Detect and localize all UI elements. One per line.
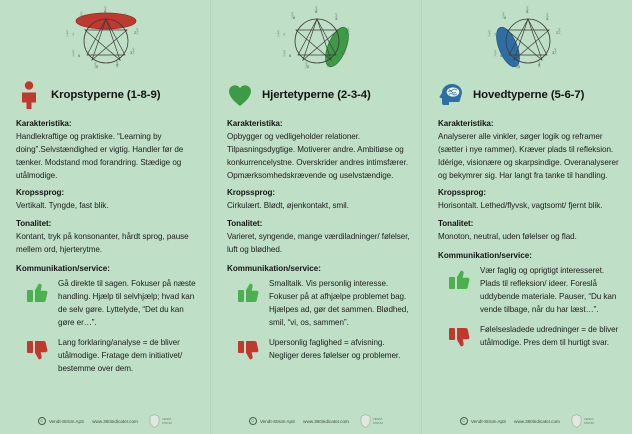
- svg-text:7: 7: [72, 32, 75, 37]
- thumbs-down-icon: [26, 339, 50, 363]
- svg-text:9: 9: [526, 9, 529, 14]
- svg-text:6: 6: [289, 53, 292, 58]
- column-body-types: [0, 0, 210, 434]
- svg-text:4: 4: [538, 62, 541, 67]
- svg-text:4: 4: [116, 62, 119, 67]
- logo-line-1: VENDT-: [583, 416, 595, 421]
- logo-line-2: STRÜM: [161, 421, 172, 425]
- do-row: [26, 277, 200, 329]
- brand-logo: [149, 414, 172, 428]
- footer-copyright: [38, 417, 84, 425]
- svg-text:8: 8: [293, 15, 296, 20]
- enneagram-svg: [480, 4, 576, 78]
- dont-row: [237, 336, 411, 363]
- svg-text:9: 9: [104, 9, 107, 14]
- footer-website[interactable]: www.360indicator.com: [514, 418, 560, 424]
- footer-website[interactable]: www.360indicator.com: [92, 418, 138, 424]
- enneagram-diagram-head: [434, 0, 622, 78]
- svg-text:7: 7: [283, 32, 286, 37]
- svg-text:1: 1: [124, 16, 127, 21]
- svg-text:8: 8: [504, 15, 507, 20]
- svg-text:9: 9: [315, 9, 318, 14]
- footer-company: Vendt-Strüm ApS: [470, 418, 507, 424]
- enneagram-diagram-heart: [223, 0, 411, 78]
- dont-row: [448, 323, 622, 350]
- section-body: Handlekraftige og praktiske. “Learning by doing”.Selvstændighed er vigtig. Handler før de tænker. Modstand mod forandring. Stædige og utålmodige.: [16, 132, 184, 181]
- copyright-icon: C: [460, 417, 468, 425]
- communication-label: Kommunikation/service:: [16, 263, 111, 273]
- heart-icon: [227, 80, 253, 110]
- do-row: [237, 277, 411, 329]
- shield-logo-icon: [149, 414, 160, 428]
- svg-text:3: 3: [130, 50, 133, 55]
- section-body: Horisontalt. Lethed/flyvsk, vagtsomt/ fjernt blik.: [438, 201, 603, 211]
- dont-text: Lang forklaring/analyse = de bliver utålmodige. Fratage dem initiativet/ bestemme over dem.: [58, 338, 183, 374]
- svg-text:5: 5: [518, 64, 521, 69]
- person-icon: [16, 80, 42, 110]
- section-label: Kropssprog:: [227, 188, 276, 198]
- section-label: Tonalitet:: [438, 218, 474, 228]
- do-row: [448, 264, 622, 316]
- section-kropssprog: [227, 188, 411, 212]
- copyright-icon: C: [38, 417, 46, 425]
- logo-line-2: STRÜM: [583, 421, 594, 425]
- brand-logo: [360, 414, 383, 428]
- thumbs-down-icon: [237, 339, 261, 363]
- do-text: Gå direkte til sagen. Fokuser på næste handling. Hjælp til selvhjælp; hvad kan de selv gøre. Lyttelyde, “Det du kan gøre er…”.: [58, 278, 196, 328]
- section-tonalitet: [16, 219, 200, 256]
- footer-body: [0, 414, 210, 428]
- section-label: Karakteristika:: [227, 119, 283, 128]
- type-header-body: [16, 78, 200, 112]
- section-karakteristika: [227, 119, 411, 182]
- logo-line-1: VENDT-: [161, 416, 173, 421]
- type-title: Hjertetyperne (2-3-4): [262, 89, 371, 101]
- logo-line-2: STRÜM: [372, 421, 383, 425]
- section-body: Monoton, neutral, uden følelser og flad.: [438, 231, 577, 241]
- enneagram-highlight-ellipse: [76, 13, 136, 29]
- enneagram-svg: [269, 4, 365, 78]
- do-text: Smalltalk. Vis personlig interesse. Fokuser på at afhjælpe problemet bag. Hjælpes ad, gør det sammen. Blødhed, smil, “vi, os, sammen”.: [269, 278, 409, 328]
- svg-text:7: 7: [494, 32, 497, 37]
- dont-row: [26, 336, 200, 375]
- logo-line-1: VENDT-: [372, 416, 384, 421]
- section-label: Tonalitet:: [16, 218, 52, 228]
- communication-label: Kommunikation/service:: [227, 263, 322, 273]
- section-body: Kontant, tryk på konsonanter, hårdt sprog, pause mellem ord, hjerterytme.: [16, 231, 189, 254]
- section-tonalitet: [227, 219, 411, 256]
- shield-logo-icon: [571, 414, 582, 428]
- shield-logo-icon: [360, 414, 371, 428]
- section-body: Vertikalt. Tyngde, fast blik.: [16, 201, 109, 211]
- section-body: Cirkulært. Blødt, øjenkontakt, smil.: [227, 201, 349, 211]
- communication-label: Kommunikation/service:: [438, 250, 533, 260]
- svg-text:4: 4: [327, 62, 330, 67]
- dont-text: Upersonlig faglighed = afvisning. Negliger deres følelser og problemer.: [269, 338, 401, 361]
- copyright-icon: C: [249, 417, 257, 425]
- footer-heart: [211, 414, 421, 428]
- svg-text:1: 1: [335, 16, 338, 21]
- section-body: Varieret, syngende, mange værdiladninger/ følelser, luft og blødhed.: [227, 231, 410, 254]
- column-heart-types: [210, 0, 421, 434]
- svg-text:2: 2: [134, 30, 137, 35]
- section-tonalitet: [438, 219, 622, 243]
- thumbs-up-icon: [237, 280, 261, 304]
- head-brain-icon: [438, 80, 464, 110]
- dont-text: Følelsesladede udredninger = de bliver utålmodige. Pres dem til hurtigt svar.: [480, 325, 619, 348]
- footer-website[interactable]: www.360indicator.com: [303, 418, 349, 424]
- type-title: Hovedtyperne (5-6-7): [473, 89, 585, 101]
- type-header-head: [438, 78, 622, 112]
- svg-text:2: 2: [345, 30, 348, 35]
- section-karakteristika: [16, 119, 200, 182]
- do-text: Vær faglig og oprigtigt interesseret. Plads til refleksion/ ideer. Foreslå uddybende materiale. Pauser, “Du kan vende tilbage, når du har læst…”.: [480, 265, 617, 314]
- footer-company: Vendt-Strüm ApS: [48, 418, 85, 424]
- thumbs-up-icon: [448, 267, 472, 291]
- section-kropssprog: [438, 188, 622, 212]
- section-label: Kropssprog:: [16, 188, 65, 198]
- brand-logo: [571, 414, 594, 428]
- section-label: Karakteristika:: [16, 119, 72, 128]
- footer-copyright: [460, 417, 506, 425]
- svg-text:6: 6: [78, 53, 81, 58]
- section-label: Karakteristika:: [438, 119, 494, 128]
- type-header-heart: [227, 78, 411, 112]
- section-body: Opbygger og vedligeholder relationer. Tilpasningsdygtige. Motiverer andre. Ambitiøse og konkurrencelystne. Overskrider andres intimsfærer. Opmærksomhedskrævende og uselvstændige.: [227, 132, 409, 181]
- svg-text:8: 8: [82, 15, 85, 20]
- section-karakteristika: [438, 119, 622, 182]
- svg-text:3: 3: [341, 50, 344, 55]
- svg-text:5: 5: [307, 64, 310, 69]
- section-body: Analyserer alle vinkler, søger logik og reframer (sætter i nye rammer). Kræver plads til refleksion. Idérige, visionære og skarpsindige. Overanalyserer og bekymrer sig. Har langt fra tanke til handling.: [438, 132, 619, 181]
- section-label: Tonalitet:: [227, 218, 263, 228]
- svg-text:5: 5: [96, 64, 99, 69]
- thumbs-down-icon: [448, 326, 472, 350]
- footer-company: Vendt-Strüm ApS: [259, 418, 296, 424]
- svg-text:6: 6: [500, 53, 503, 58]
- enneagram-diagram-body: [12, 0, 200, 78]
- type-title: Kropstyperne (1-8-9): [51, 89, 161, 101]
- section-kropssprog: [16, 188, 200, 212]
- column-head-types: [421, 0, 632, 434]
- svg-text:1: 1: [546, 16, 549, 21]
- footer-copyright: [249, 417, 295, 425]
- thumbs-up-icon: [26, 280, 50, 304]
- svg-text:3: 3: [552, 50, 555, 55]
- footer-head: [422, 414, 632, 428]
- enneagram-svg: [58, 4, 154, 78]
- section-label: Kropssprog:: [438, 188, 487, 198]
- svg-text:2: 2: [556, 30, 559, 35]
